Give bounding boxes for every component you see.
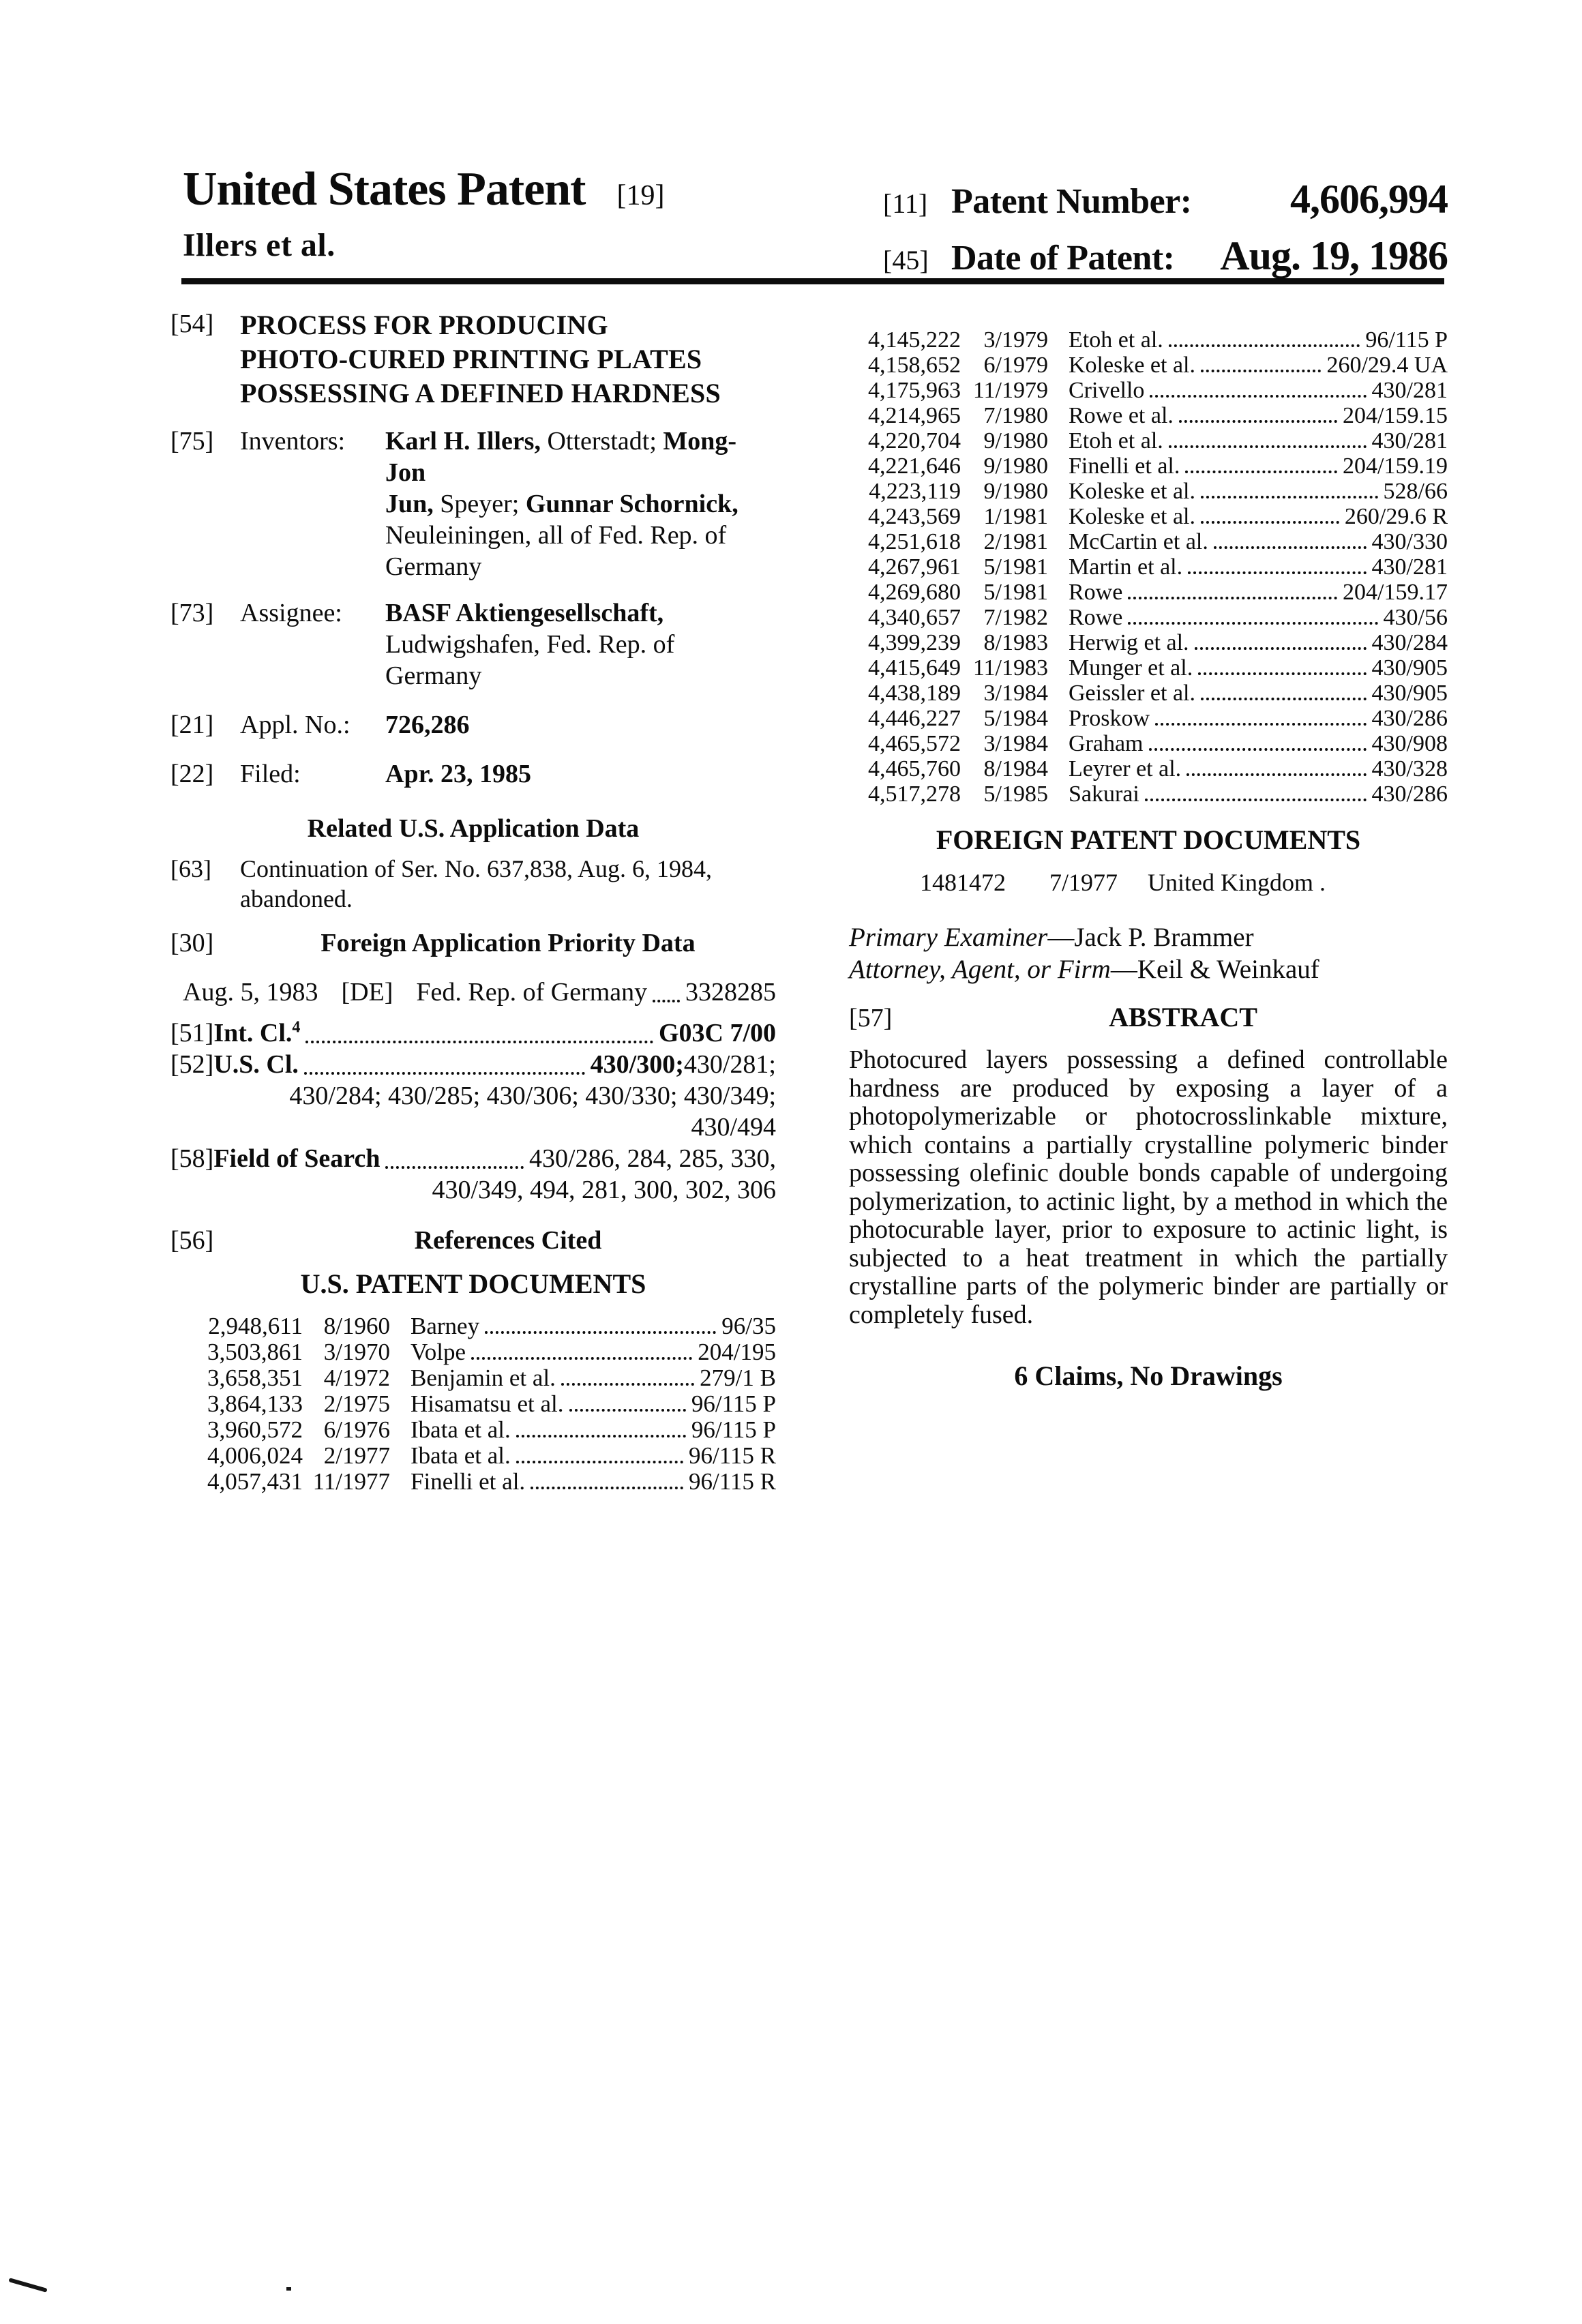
foreign-priority-heading: Foreign Application Priority Data [320, 929, 696, 957]
foreign-patent-documents-heading: FOREIGN PATENT DOCUMENTS [936, 824, 1361, 855]
assignee-section [170, 597, 776, 691]
text-segment: Ludwigshafen, Fed. Rep. of Germany [385, 630, 675, 690]
foreign-country: United Kingdom . [1148, 869, 1326, 896]
citation-row [853, 706, 1448, 731]
citation-name: Benjamin et al. [411, 1365, 556, 1391]
citation-date: 3/1984 [983, 681, 1048, 706]
citation-class: 430/281 [1371, 378, 1448, 403]
citation-name: Rowe [1069, 580, 1123, 605]
citation-number: 4,446,227 [868, 706, 961, 731]
citation-class: 204/159.19 [1343, 453, 1448, 479]
text-segment: —Keil & Weinkauf [1110, 955, 1319, 984]
citation-name: Ibata et al. [411, 1442, 511, 1469]
priority-date: Aug. 5, 1983 [183, 978, 318, 1007]
citation-row [195, 1313, 776, 1339]
citation-number: 4,006,024 [207, 1442, 303, 1469]
filed-section [170, 758, 776, 790]
dot-leader [1188, 571, 1366, 574]
left-column [170, 308, 776, 1495]
int-cl-code: [51] [170, 1019, 214, 1047]
citation-row [853, 681, 1448, 706]
dot-leader [385, 1166, 523, 1169]
citation-name: Koleske et al. [1069, 479, 1195, 504]
continuation-text: Continuation of Ser. No. 637,838, Aug. 6, 1984, abandoned. [240, 855, 712, 912]
dot-leader [1185, 471, 1337, 473]
citation-class: 528/66 [1383, 479, 1448, 504]
citation-date: 8/1983 [983, 630, 1048, 655]
dot-leader [485, 1331, 716, 1334]
citation-date: 8/1984 [983, 756, 1048, 781]
citation-name: McCartin et al. [1069, 529, 1208, 554]
kind-code: [19] [616, 180, 665, 211]
int-cl-section [170, 1017, 776, 1049]
citation-date: 5/1981 [983, 554, 1048, 580]
patent-date-row [883, 233, 1448, 280]
citation-name: Leyrer et al. [1069, 756, 1182, 781]
us-cl-section [170, 1049, 776, 1143]
dot-leader [516, 1435, 686, 1437]
citation-name: Rowe et al. [1069, 403, 1174, 428]
patent-number-row [883, 176, 1448, 223]
citation-date: 4/1972 [323, 1365, 390, 1391]
party-line: Illers et al. [183, 227, 335, 263]
filed-code: [22] [170, 760, 214, 788]
citation-row [853, 479, 1448, 504]
citation-number: 4,243,569 [868, 504, 961, 529]
dot-leader [304, 1072, 585, 1075]
citation-number: 4,269,680 [868, 580, 961, 605]
dot-leader [305, 1041, 653, 1043]
us-cl-line1-rest: 430/281; [683, 1050, 776, 1079]
inventors-section [170, 426, 776, 582]
citation-number: 4,221,646 [868, 453, 961, 479]
foreign-date: 7/1977 [1049, 869, 1118, 896]
citation-class: 430/284 [1371, 630, 1448, 655]
dot-leader [1145, 799, 1367, 801]
citation-row [195, 1417, 776, 1443]
appl-code: [21] [170, 711, 214, 739]
citation-row [853, 403, 1448, 428]
citation-class: 204/159.15 [1343, 403, 1448, 428]
citation-row [853, 353, 1448, 378]
citation-class: 430/328 [1371, 756, 1448, 781]
citation-name: Koleske et al. [1069, 353, 1195, 378]
citation-date: 11/1979 [972, 378, 1048, 403]
citation-class: 260/29.6 R [1344, 504, 1448, 529]
scan-artifact [8, 2278, 47, 2293]
citation-number: 4,214,965 [868, 403, 961, 428]
citation-class: 430/905 [1371, 681, 1448, 706]
citation-number: 4,057,431 [207, 1468, 303, 1495]
citation-date: 2/1981 [983, 529, 1048, 554]
foreign-priority-section [170, 927, 776, 959]
citation-date: 9/1980 [983, 453, 1048, 479]
citation-date: 9/1980 [983, 479, 1048, 504]
citation-number: 4,465,760 [868, 756, 961, 781]
title-section [170, 308, 776, 411]
citation-date: 6/1976 [323, 1416, 390, 1443]
right-column [849, 327, 1448, 1392]
citation-class: 96/115 P [691, 1390, 776, 1417]
text-segment: Speyer; [433, 490, 526, 518]
us-cl-line2: 430/284; 430/285; 430/306; 430/330; 430/349; [289, 1082, 776, 1110]
inventors-value [385, 426, 776, 582]
assignee-label: Assignee: [240, 599, 342, 627]
citation-class: 260/29.4 UA [1326, 353, 1448, 378]
assignee-value [385, 597, 776, 691]
appl-label: Appl. No.: [240, 711, 350, 739]
citation-row [853, 453, 1448, 479]
dot-leader [1195, 647, 1367, 650]
priority-code: [30] [170, 929, 214, 957]
us-cl-primary: 430/300; [590, 1050, 684, 1079]
citation-date: 2/1977 [323, 1442, 390, 1469]
dot-leader [531, 1487, 683, 1489]
patent-number-label: Patent Number: [951, 182, 1192, 221]
citation-number: 4,145,222 [868, 327, 961, 353]
examiner-block [849, 921, 1448, 985]
citation-number: 3,864,133 [207, 1390, 303, 1417]
citation-row [853, 428, 1448, 453]
citation-class: 430/286 [1371, 781, 1448, 807]
citation-date: 11/1983 [972, 655, 1048, 681]
citation-class: 279/1 B [700, 1365, 776, 1391]
citation-name: Herwig et al. [1069, 630, 1189, 655]
field-of-search-line1 [170, 1143, 776, 1174]
field-of-search-values1: 430/286, 284, 285, 330, [528, 1144, 776, 1173]
abstract-text: Photocured layers possessing a defined controllable hardness are produced by exposing a layer of a photopolymerizable or photocrosslinkable mixture, which contains a partially crystalline polymeric binder possessing olefinic double bonds capable of undergoing polymerization, to actinic light, by a method in which the photocurable layer, prior to exposure to actinic light, is subjected to a heat treatment in which the partially crystalline parts of the polymeric binder are partially or completely fused. [849, 1045, 1448, 1329]
citation-number: 3,503,861 [207, 1339, 303, 1365]
citation-number: 4,175,963 [868, 378, 961, 403]
text-segment: Karl H. Illers, [385, 427, 541, 456]
citation-name: Crivello [1069, 378, 1145, 403]
references-code: [56] [170, 1226, 214, 1255]
citation-class: 430/56 [1383, 605, 1448, 630]
citation-number: 4,223,119 [869, 479, 961, 504]
priority-number: 3328285 [685, 978, 776, 1007]
us-patent-documents-heading: U.S. PATENT DOCUMENTS [300, 1268, 646, 1299]
dot-leader [1149, 748, 1367, 751]
field-of-search-section [170, 1143, 776, 1206]
primary-examiner-line [849, 921, 1448, 953]
citation-number: 4,517,278 [868, 781, 961, 807]
continuation-section [170, 854, 776, 914]
citation-number: 3,658,351 [207, 1365, 303, 1391]
assignee-code: [73] [170, 599, 214, 627]
citation-name: Barney [411, 1313, 480, 1339]
citation-row [195, 1339, 776, 1365]
dot-leader [1198, 672, 1366, 675]
priority-entry [170, 977, 776, 1008]
citation-date: 3/1979 [983, 327, 1048, 353]
invention-title: PROCESS FOR PRODUCING PHOTO-CURED PRINTING PLATES POSSESSING A DEFINED HARDNESS [240, 310, 721, 408]
citation-row [853, 504, 1448, 529]
claims-line: 6 Claims, No Drawings [1014, 1360, 1283, 1391]
dot-leader [1201, 521, 1339, 524]
citation-class: 430/905 [1371, 655, 1448, 681]
filed-label: Filed: [240, 760, 301, 788]
dot-leader [1169, 445, 1367, 448]
dot-leader [471, 1357, 692, 1360]
dot-leader [1186, 773, 1366, 776]
us-cl-line3: 430/494 [691, 1113, 776, 1142]
attorney-line [849, 953, 1448, 985]
continuation-code: [63] [170, 855, 211, 882]
dot-leader [1201, 496, 1378, 498]
header-divider [181, 278, 1444, 284]
citation-name: Proskow [1069, 706, 1150, 731]
header-left [183, 162, 664, 264]
citation-date: 11/1977 [312, 1468, 390, 1495]
citation-number: 4,158,652 [868, 353, 961, 378]
citation-class: 96/35 [721, 1313, 776, 1339]
priority-country: Fed. Rep. of Germany [416, 978, 648, 1007]
citation-class: 430/281 [1371, 554, 1448, 580]
citation-class: 430/286 [1371, 706, 1448, 731]
citation-row [853, 529, 1448, 554]
int-cl-value: G03C 7/00 [658, 1019, 776, 1047]
text-segment: Gunnar Schornick, [525, 490, 738, 518]
citation-name: Etoh et al. [1069, 327, 1163, 353]
dot-leader [1201, 698, 1367, 700]
citation-row [853, 580, 1448, 605]
citation-number: 4,399,239 [868, 630, 961, 655]
dot-leader [1214, 546, 1367, 549]
citation-row [853, 756, 1448, 781]
dot-leader [1169, 344, 1360, 347]
text-segment: Primary Examiner [849, 923, 1048, 952]
title-code: [54] [170, 310, 214, 338]
int-cl-label: Int. Cl.$^4$ [213, 1018, 301, 1047]
citation-row [853, 605, 1448, 630]
related-data-heading: Related U.S. Application Data [307, 814, 640, 843]
citation-number: 4,220,704 [868, 428, 961, 453]
foreign-citation-row [849, 867, 1448, 898]
references-cited-section [170, 1225, 776, 1256]
citation-row [853, 655, 1448, 681]
citation-name: Volpe [411, 1339, 466, 1365]
citation-class: 96/115 P [1365, 327, 1448, 353]
citation-date: 2/1975 [323, 1390, 390, 1417]
patent-number-code: [11] [883, 188, 928, 219]
citation-date: 9/1980 [983, 428, 1048, 453]
us-citations-right [849, 327, 1448, 807]
citation-date: 7/1982 [983, 605, 1048, 630]
citation-class: 96/115 P [691, 1416, 776, 1443]
citation-date: 3/1970 [323, 1339, 390, 1365]
dot-leader [1128, 597, 1337, 599]
citation-row [853, 731, 1448, 756]
inventors-code: [75] [170, 427, 214, 456]
citation-date: 5/1985 [983, 781, 1048, 807]
int-cl-superscript: 4 [292, 1018, 301, 1037]
citation-number: 4,267,961 [868, 554, 961, 580]
citation-row [195, 1469, 776, 1495]
dot-leader [1179, 420, 1337, 423]
patent-date-label: Date of Patent: [951, 239, 1175, 278]
patent-date-code: [45] [883, 245, 929, 275]
patent-number-value: 4,606,994 [1290, 177, 1448, 222]
us-cl-code: [52] [170, 1050, 214, 1079]
patent-date-value: Aug. 19, 1986 [1220, 233, 1448, 278]
priority-country-code: [DE] [341, 978, 393, 1007]
citation-date: 1/1981 [983, 504, 1048, 529]
abstract-code: [57] [849, 1004, 893, 1032]
citation-number: 3,960,572 [207, 1416, 303, 1443]
citation-name: Hisamatsu et al. [411, 1390, 564, 1417]
citation-date: 6/1979 [983, 353, 1048, 378]
citation-class: 204/159.17 [1343, 580, 1448, 605]
citation-name: Sakurai [1069, 781, 1139, 807]
dot-leader [1155, 723, 1367, 726]
citation-class: 96/115 R [688, 1468, 776, 1495]
citation-class: 204/195 [698, 1339, 776, 1365]
text-segment: Mong-Jon Jun, [385, 427, 737, 518]
citation-name: Finelli et al. [1069, 453, 1180, 479]
appl-value: 726,286 [385, 711, 470, 739]
citation-name: Geissler et al. [1069, 681, 1195, 706]
citation-row [853, 327, 1448, 353]
citation-name: Graham [1069, 731, 1144, 756]
filed-value: Apr. 23, 1985 [385, 760, 531, 788]
citation-date: 5/1984 [983, 706, 1048, 731]
citation-row [195, 1365, 776, 1391]
dot-leader [1201, 370, 1321, 372]
foreign-number: 1481472 [920, 869, 1006, 896]
header-right [883, 176, 1448, 280]
citation-date: 8/1960 [323, 1313, 390, 1339]
citation-row [853, 554, 1448, 580]
citation-number: 4,415,649 [868, 655, 961, 681]
abstract-heading: ABSTRACT [1109, 1002, 1257, 1032]
citation-row [195, 1391, 776, 1417]
inventors-label: Inventors: [240, 427, 346, 456]
citation-name: Etoh et al. [1069, 428, 1163, 453]
citation-name: Koleske et al. [1069, 504, 1195, 529]
citation-date: 7/1980 [983, 403, 1048, 428]
text-segment: Neuleiningen, all of Fed. Rep. of Germany [385, 521, 727, 581]
text-segment: —Jack P. Brammer [1047, 923, 1254, 952]
citation-number: 4,465,572 [868, 731, 961, 756]
citation-row [195, 1443, 776, 1469]
field-of-search-code: [58] [170, 1144, 214, 1173]
citation-row [853, 781, 1448, 807]
field-of-search-values2: 430/349, 494, 281, 300, 302, 306 [432, 1176, 776, 1204]
dot-leader [569, 1409, 686, 1412]
citation-row [853, 378, 1448, 403]
citation-name: Ibata et al. [411, 1416, 511, 1443]
citation-class: 430/281 [1371, 428, 1448, 453]
citation-name: Martin et al. [1069, 554, 1183, 580]
document-title: United States Patent [183, 163, 586, 215]
citation-class: 96/115 R [688, 1442, 776, 1469]
header-title-row [183, 162, 664, 217]
us-cl-label: U.S. Cl. [213, 1050, 299, 1079]
text-segment: Attorney, Agent, or Firm [849, 955, 1111, 984]
citation-row [853, 630, 1448, 655]
dot-leader [653, 1000, 680, 1002]
us-cl-line1 [170, 1049, 776, 1080]
scan-artifact [286, 2287, 291, 2291]
references-heading: References Cited [414, 1226, 602, 1255]
citation-number: 4,251,618 [868, 529, 961, 554]
citation-date: 5/1981 [983, 580, 1048, 605]
text-segment: BASF Aktiengesellschaft, [385, 599, 664, 627]
field-of-search-label: Field of Search [213, 1144, 380, 1173]
application-number-section [170, 709, 776, 741]
citation-class: 430/330 [1371, 529, 1448, 554]
citation-name: Rowe [1069, 605, 1123, 630]
citation-number: 2,948,611 [208, 1313, 303, 1339]
citation-class: 430/908 [1371, 731, 1448, 756]
abstract-heading-row [849, 1002, 1448, 1034]
us-citations-left [170, 1313, 776, 1495]
citation-number: 4,438,189 [868, 681, 961, 706]
dot-leader [561, 1383, 694, 1386]
citation-name: Finelli et al. [411, 1468, 526, 1495]
citation-name: Munger et al. [1069, 655, 1193, 681]
citation-date: 3/1984 [983, 731, 1048, 756]
text-segment: Otterstadt; [540, 427, 663, 456]
dot-leader [516, 1461, 683, 1463]
dot-leader [1150, 395, 1366, 398]
dot-leader [1128, 622, 1377, 625]
citation-number: 4,340,657 [868, 605, 961, 630]
